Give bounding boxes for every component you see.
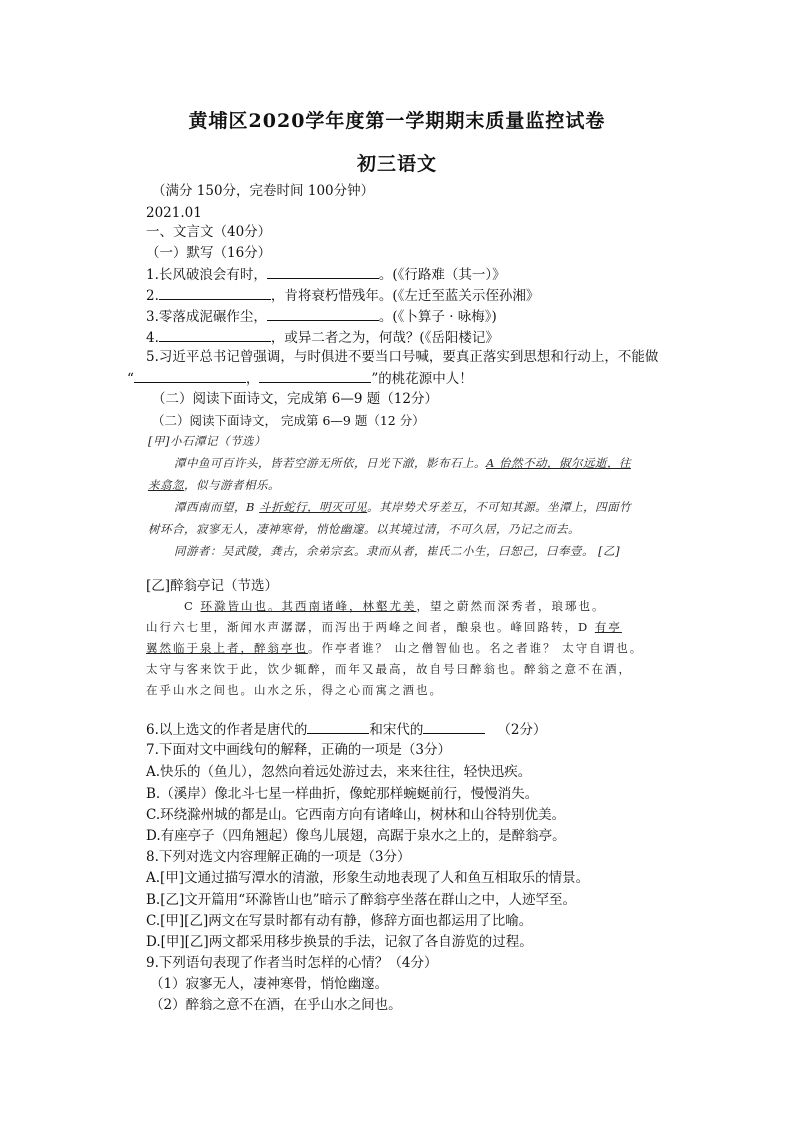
- question-2: [146, 285, 539, 306]
- q5-blank-1[interactable]: [134, 368, 246, 383]
- q9-item-2: （2）醉翁之意不在酒，在乎山水之间也。: [150, 997, 402, 1013]
- q7-option-b: B.（溪岸）像北斗七星一样曲折，像蛇那样蜿蜒前行，慢慢消失。: [146, 786, 539, 802]
- q1-suffix: 。(《行路难（其一）》: [378, 267, 506, 283]
- question-7: 7.下面对文中画线句的解释，正确的一项是（3分）: [146, 742, 451, 758]
- score-time: （满分 150分，完卷时间 100分钟）: [152, 183, 375, 199]
- question-1: [146, 264, 506, 285]
- q3-suffix: 。(《卜算子 · 咏梅》): [378, 309, 497, 325]
- question-5: 5.习近平总书记曾强调，与时俱进不要当口号喊，要真正落实到思想和行动上，不能做: [146, 349, 659, 365]
- passage-jia-line-2: [148, 474, 280, 496]
- q5-blank-2[interactable]: [259, 368, 371, 383]
- q8-option-b: B.[乙]文开篇用“环滁皆山也”暗示了醉翁亭坐落在群山之中，人迹罕至。: [146, 892, 577, 908]
- q2-prefix: 2.: [146, 288, 159, 304]
- passage-yi-line-4: 太守与客来饮于此，饮少辄醉，而年又最高，故自号曰醉翁也。醉翁之意不在酒，: [146, 662, 632, 676]
- q8-option-d: D.[甲][乙]两文都采用移步换景的手法，记叙了各自游览的过程。: [146, 934, 533, 950]
- passage-yi-line-2: [146, 617, 622, 637]
- q6-prefix: 6.以上选文的作者是唐代的: [146, 722, 308, 738]
- q3-prefix: 3.零落成泥碾作尘，: [146, 309, 267, 325]
- q5-open-quote: “: [127, 371, 134, 387]
- q4-blank[interactable]: [159, 327, 271, 342]
- passage-yi-line-3: [146, 638, 643, 658]
- exam-subtitle: 初三语文: [356, 153, 437, 175]
- question-9: 9.下列语句表现了作者当时怎样的心情？（4分）: [146, 955, 438, 971]
- underlined-sentence-d: 有亭: [594, 620, 622, 634]
- q4-suffix: ，或异二者之为，何哉？(《岳阳楼记》: [270, 330, 499, 346]
- passage-jia-text: ，似与游者相乐。: [184, 478, 280, 492]
- q2-suffix: ，肯将衰朽惜残年。(《左迁至蓝关示侄孙湘》: [270, 288, 540, 304]
- passage-jia-text: 。其岸势犬牙差互，不可知其源。坐潭上，四面竹: [367, 500, 632, 514]
- q6-points: （2分）: [497, 722, 547, 738]
- question-5-blanks: [127, 368, 473, 389]
- part-heading-reading-repeat: （二）阅读下面诗文， 完成第 6—9 题（12 分）: [152, 413, 425, 428]
- underlined-sentence-d-end: 翼然临于泉上者，醉翁亭也: [146, 641, 308, 655]
- underlined-sentence-a-end: 来翕忽: [148, 478, 184, 492]
- q4-prefix: 4.: [146, 330, 159, 346]
- question-4: [146, 327, 499, 348]
- passage-yi-text: 。作亭者谁？ 山之僧智仙也。名之者谁？ 太守自谓也。: [308, 641, 644, 655]
- exam-title: 黄埔区2020学年度第一学期期末质量监控试卷: [188, 110, 606, 132]
- q7-option-c: C.环绕滁州城的都是山。它西南方向有诸峰山，树林和山谷特别优美。: [146, 807, 566, 823]
- passage-yi: [146, 596, 681, 706]
- q1-prefix: 1.长风破浪会有时，: [146, 267, 267, 283]
- question-3: [146, 306, 497, 327]
- passage-jia-line-4: 树环合，寂寥无人，凄神寒骨，悄怆幽邃。以其境过清，不可久居，乃记之而去。: [148, 522, 580, 536]
- exam-date: 2021.01: [146, 205, 202, 221]
- passage-yi-text: ，望之蔚然而深秀者，琅琊也。: [416, 599, 606, 613]
- q9-item-1: （1）寂寥无人，凄神寒骨，悄怆幽邃。: [150, 976, 389, 992]
- question-6: [146, 719, 546, 740]
- q5-separator: ，: [245, 371, 260, 387]
- q8-option-a: A.[甲]文通过描写潭水的清澈，形象生动地表现了人和鱼互相取乐的情景。: [146, 870, 590, 886]
- passage-yi-text: 山行六七里，渐闻水声潺潺，而泻出于两峰之间者，酿泉也。峰回路转，D: [146, 620, 595, 634]
- passage-yi-heading: [乙]醉翁亭记（节选）: [146, 578, 279, 594]
- q7-option-a: A.快乐的（鱼儿），忽然向着远处游过去，来来往往，轻快迅疾。: [146, 764, 532, 780]
- q6-blank-song[interactable]: [423, 719, 485, 734]
- passage-yi-text: C: [184, 599, 201, 613]
- part-heading-dictation: （一）默写（16分）: [146, 245, 272, 261]
- passage-jia-heading: [甲]小石潭记（节选）: [148, 434, 266, 448]
- q5-suffix: ”的桃花源中人！: [371, 371, 473, 387]
- q3-blank[interactable]: [267, 306, 379, 321]
- underlined-sentence-b: 斗折蛇行，明灭可见: [259, 500, 368, 514]
- q2-blank[interactable]: [159, 285, 271, 300]
- passage-jia-text: 潭中鱼可百许头，皆若空游无所依，日光下澈，影布石上。: [174, 456, 486, 470]
- passage-jia: [148, 430, 678, 560]
- q6-middle: 和宋代的: [369, 722, 424, 738]
- underlined-sentence-c: 环滁皆山也。其西南诸峰，林壑尤美: [200, 599, 417, 613]
- passage-jia-line-5: 同游者：吴武陵，龚古，余弟宗玄。隶而从者，崔氏二小生，曰恕己，曰奉壹。 [乙]: [174, 544, 621, 558]
- q7-option-d: D.有座亭子（四角翘起）像鸟儿展翅，高踞于泉水之上的，是醉翁亭。: [146, 828, 566, 844]
- part-heading-reading: （二）阅读下面诗文，完成第 6—9 题（12分）: [152, 391, 438, 407]
- passage-jia-line-3: [174, 496, 631, 518]
- q8-option-c: C.[甲][乙]两文在写景时都有动有静，修辞方面也都运用了比喻。: [146, 913, 533, 929]
- q6-blank-tang[interactable]: [307, 719, 369, 734]
- passage-jia-line-1: [174, 452, 631, 474]
- section-heading: 一、文言文（40分）: [146, 224, 272, 240]
- passage-jia-text: 潭西南而望，B: [174, 500, 260, 514]
- question-8: 8.下列对选文内容理解正确的一项是（3分）: [146, 849, 411, 865]
- underlined-sentence-a: A 佁然不动，俶尔远逝，往: [486, 456, 631, 470]
- passage-yi-line-1: [184, 596, 605, 616]
- passage-yi-line-5: 在乎山水之间也。山水之乐，得之心而寓之酒也。: [146, 683, 443, 697]
- q1-blank[interactable]: [267, 264, 379, 279]
